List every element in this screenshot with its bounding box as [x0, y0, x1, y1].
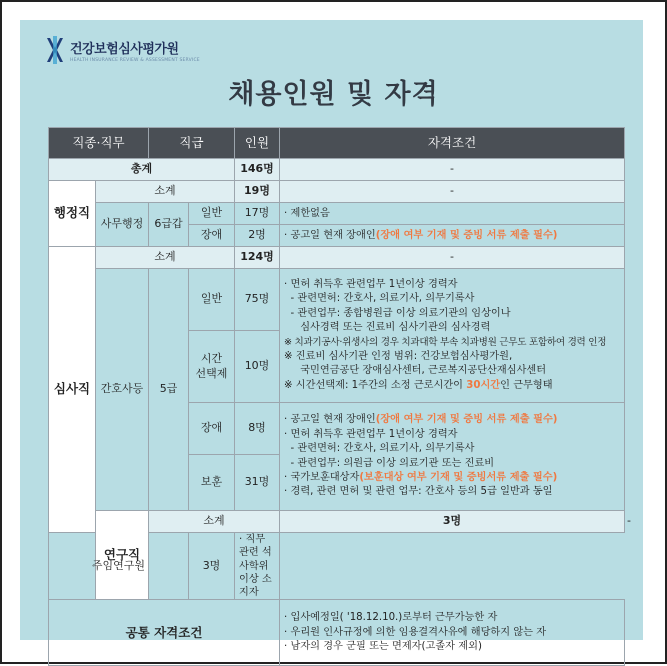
page-title: 채용인원 및 자격: [228, 79, 439, 110]
review-req-line: · 경력, 관련 면허 및 관련 업무: 간호사 등의 5급 일반과 동일: [284, 486, 553, 498]
review-count-veteran: 31명: [235, 455, 280, 511]
research-cond: · 직무 관련 석사학위 이상 소지자: [235, 533, 280, 600]
review-req-dis-highlight: (장애 여부 기재 및 증빙 서류 제출 필수): [375, 414, 558, 426]
total-cond: -: [280, 159, 625, 181]
review-req-time-text: ※ 시간선택제: 1주간의 소정 근로시간이: [284, 379, 467, 391]
common-conditions: [280, 600, 625, 666]
review-type-timesel: [189, 331, 235, 403]
review-type-disabled: 장애: [189, 403, 235, 455]
table-header-row: [49, 128, 625, 159]
admin-cond-disabled-text: · 공고일 현재 장애인: [284, 229, 376, 241]
review-req-line: · 면허 취득후 관련업무 1년이상 경력자: [284, 279, 458, 290]
total-row: [49, 159, 625, 181]
table-row: [49, 600, 625, 666]
logo: [44, 36, 200, 64]
common-line: · 입사예정일( '18.12.10.)로부터 근무가능한 자: [284, 612, 498, 624]
review-subtotal-label: 소계: [96, 247, 235, 269]
research-subtotal-count: 3명: [280, 511, 625, 533]
review-req-dis: [284, 413, 622, 427]
logo-name: 건강보험심사평가원: [70, 41, 179, 57]
table-row: [49, 203, 625, 225]
review-req-vet-text: · 국가보훈대상자: [284, 471, 360, 483]
review-type-general: 일반: [189, 269, 235, 331]
review-req-main: [280, 269, 625, 403]
hira-logo-icon: [44, 36, 64, 64]
header-count: 인원: [235, 128, 280, 159]
header-job: 직종·직무: [49, 128, 149, 159]
admin-count-general: 17명: [235, 203, 280, 225]
admin-subtotal-count: 19명: [235, 181, 280, 203]
common-label: 공통 자격조건: [49, 600, 280, 666]
table-row: [49, 247, 625, 269]
review-req-vet: [284, 471, 622, 485]
admin-type-general: 일반: [189, 203, 235, 225]
recruitment-table: [48, 127, 625, 666]
total-count: 146명: [235, 159, 280, 181]
review-req-line: - 관련면허: 간호사, 의료기사, 의무기록사: [284, 443, 475, 455]
review-req-time: [284, 379, 622, 393]
admin-type-disabled: 장애: [189, 225, 235, 247]
admin-count-disabled: 2명: [235, 225, 280, 247]
review-count-timesel: 10명: [235, 331, 280, 403]
total-label: 총계: [49, 159, 235, 181]
review-req-line: ※ 진료비 심사기관 인정 범위: 건강보험심사평가원,: [284, 350, 513, 362]
table-row: [49, 511, 625, 533]
review-req-line: 국민연금공단 장애심사센터, 근로복지공단산재심사센터: [284, 365, 547, 377]
review-req-line: 심사경력 또는 진료비 심사기관의 심사경력: [284, 322, 491, 334]
review-req-time-text-end: 인 근무형태: [500, 379, 553, 391]
review-req-line: - 관련면허: 간호사, 의료기사, 의무기록사: [284, 293, 475, 305]
review-req-sub: [280, 403, 625, 511]
research-count: 3명: [189, 533, 235, 600]
admin-cond-general: · 제한없음: [280, 203, 625, 225]
review-grade: 5급: [149, 269, 189, 511]
header-qualification: 자격조건: [280, 128, 625, 159]
table-row: [49, 181, 625, 203]
admin-subtotal-cond: -: [280, 181, 625, 203]
review-req-line: - 관련업무: 의원급 이상 의료기관 또는 진료비: [284, 457, 495, 469]
common-line: · 우리원 인사규정에 의한 임용결격사유에 해당하지 않는 자: [284, 626, 547, 638]
admin-cond-disabled-highlight: (장애 여부 기재 및 증빙 서류 제출 필수): [375, 229, 558, 241]
table-row: [49, 533, 625, 600]
review-req-line: - 관련업무: 종합병원급 이상 의료기관의 임상이나: [284, 307, 511, 319]
review-req-dis-text: · 공고일 현재 장애인: [284, 414, 376, 426]
table-row: [49, 269, 625, 331]
category-review: 심사직: [49, 247, 96, 533]
research-subtotal-label: 소계: [149, 511, 280, 533]
category-admin: 행정직: [49, 181, 96, 247]
logo-subtitle: HEALTH INSURANCE REVIEW & ASSESSMENT SERVICE: [70, 57, 200, 63]
admin-duty: 사무행정: [96, 203, 149, 247]
review-type-timesel-line1: 시간: [200, 352, 223, 366]
category-research: 연구직: [96, 511, 149, 600]
review-count-general: 75명: [235, 269, 280, 331]
review-subtotal-count: 124명: [235, 247, 280, 269]
admin-grade: 6급갑: [149, 203, 189, 247]
review-req-time-highlight: 30시간: [466, 379, 501, 391]
review-duty: 간호사등: [96, 269, 149, 511]
review-type-timesel-line2: 선택제: [195, 366, 228, 380]
review-count-disabled: 8명: [235, 403, 280, 455]
admin-cond-disabled: [280, 225, 625, 247]
header-grade: 직급: [149, 128, 235, 159]
review-req-line: ※ 치과기공사·위생사의 경우 치과대학 부속 치과병원 근무도 포함하여 경력 인정: [284, 336, 607, 348]
review-req-line: · 면허 취득후 관련업무 1년이상 경력자: [284, 428, 458, 440]
review-req-vet-highlight: (보훈대상 여부 기재 및 증빙서류 제출 필수): [359, 471, 558, 483]
review-type-veteran: 보훈: [189, 455, 235, 511]
research-duty: 주임연구원: [49, 533, 189, 600]
review-subtotal-cond: -: [280, 247, 625, 269]
common-line: · 남자의 경우 군필 또는 면제자(고졸자 제외): [284, 640, 482, 652]
admin-subtotal-label: 소계: [96, 181, 235, 203]
